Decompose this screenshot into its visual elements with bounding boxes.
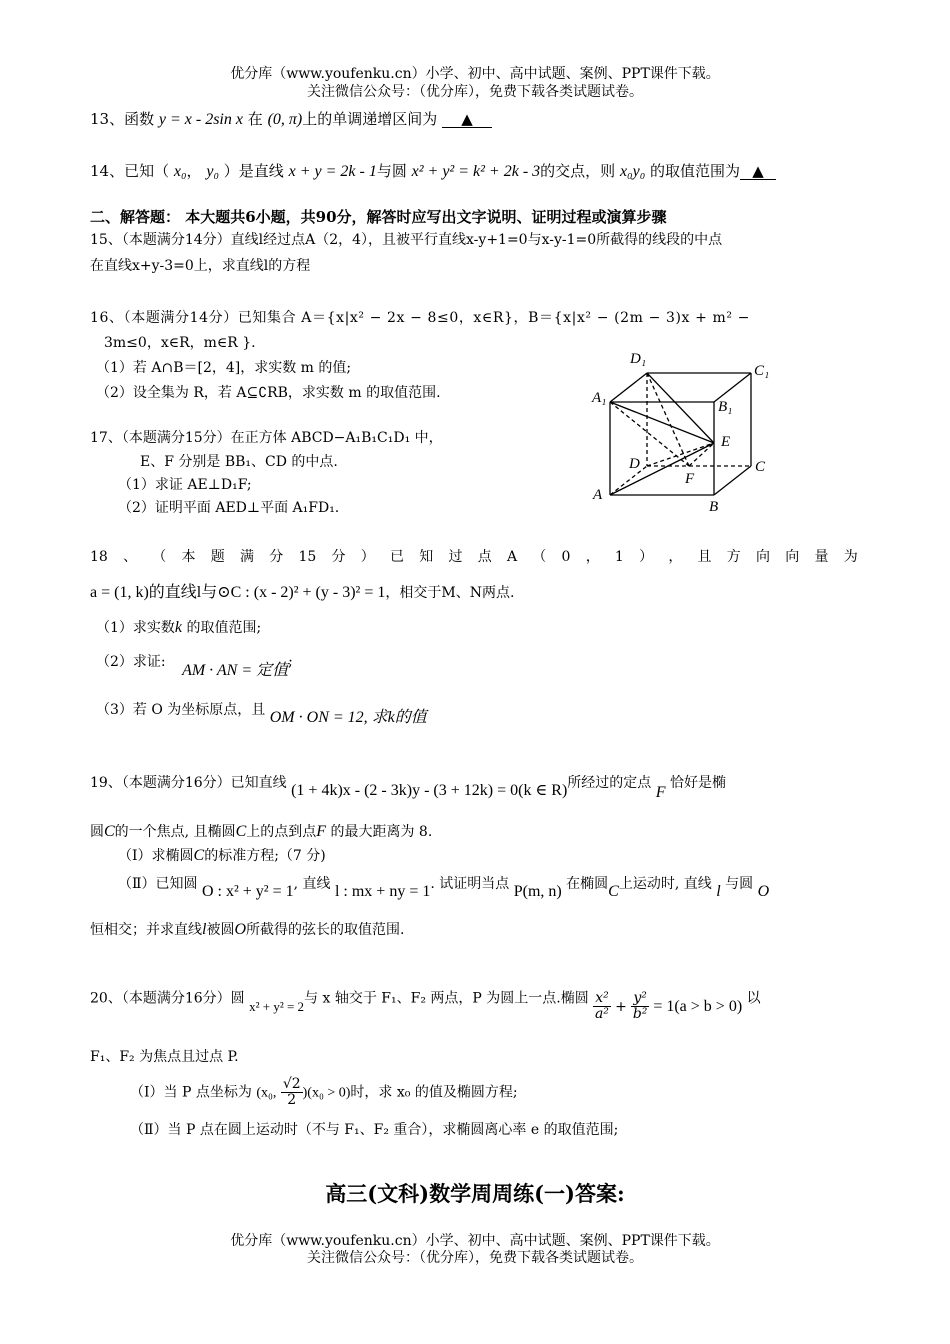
q18-word: 1 — [614, 549, 624, 565]
question-20-part-1: （Ⅰ）当 P 点坐标为 (x₀, $\frac{√2}{2}$ )(x₀ > 0)时，求 x₀ 的值及椭圆方程; — [130, 1076, 518, 1108]
cube-edge — [714, 466, 751, 495]
q18-word: 知 — [419, 549, 434, 565]
question-18-part-3: （3）若 O 为坐标原点，且 OM · ON = 12, 求k的值 — [96, 702, 427, 726]
question-19-part-1: （Ⅰ）求椭圆C的标准方程;（7 分) — [118, 847, 326, 864]
question-13: 13、函数 y = x - 2sin x 在 (0, π)上的单调递增区间为 ▲ — [90, 108, 492, 131]
cube-diagram — [585, 345, 785, 520]
answer-blank: ▲ — [442, 111, 492, 128]
footer-line-1: 优分库（www.youfenku.cn）小学、初中、高中试题、案例、PPT课件下载。 — [230, 1233, 720, 1249]
q18-word: 且 — [697, 549, 712, 565]
q18-word: A — [506, 549, 518, 565]
question-20-line-1: 20、（本题满分16分）圆 x² + y² = 2与 x 轴交于 F₁、F₂ 两点，P 为圆上一点.椭圆 $\frac{\text{x²}}{\text{a²}}$ + $\frac{\text{y²}}{\text{b²}}$ = 1(a > b > 0) 以 — [90, 990, 761, 1022]
label-D: D — [629, 456, 640, 472]
label-B1: B₁ — [718, 399, 733, 415]
label-D1: D₁ — [630, 351, 647, 367]
q18-word: 分 — [331, 549, 346, 565]
q18-word: 18 — [90, 549, 108, 565]
cube-edge — [610, 373, 647, 402]
q18-word: 点 — [477, 549, 492, 565]
question-16-line-2: 3m≤0，x∈R，m∈R }. — [104, 335, 256, 351]
question-15-line-2: 在直线x+y-3=0上，求直线l的方程 — [90, 258, 311, 274]
question-18-line-1 — [90, 546, 858, 568]
segment-A1F — [610, 402, 689, 466]
label-A: A — [593, 487, 603, 503]
section-heading: 二、解答题： 本大题共6小题，共90分，解答时应写出文字说明、证明过程或演算步骤 — [90, 208, 667, 226]
label-C: C — [755, 459, 766, 475]
q18-word: 向 — [785, 549, 800, 565]
label-A1: A₁ — [592, 390, 607, 406]
question-18-part-1: （1）求实数k 的取值范围; — [96, 619, 262, 636]
q18-word: 本 — [181, 549, 196, 565]
q18-word: ） — [360, 549, 375, 565]
q18-word: ， — [668, 549, 683, 565]
cube-edge — [714, 373, 751, 402]
question-20-line-2: F₁、F₂ 为焦点且过点 P. — [90, 1049, 239, 1065]
question-17-line-1: 17、（本题满分15分）在正方体 ABCD−A₁B₁C₁D₁ 中， — [90, 430, 443, 446]
q18-word: 过 — [448, 549, 463, 565]
q18-word: 量 — [814, 549, 829, 565]
q18-word: ， — [585, 549, 600, 565]
q18-word: 方 — [726, 549, 741, 565]
fraction-sqrt2-2: $\frac{√2}{2}$ — [282, 1076, 301, 1108]
question-16-part-2: （2）设全集为 R，若 A⊆∁RB，求实数 m 的取值范围. — [96, 385, 441, 401]
question-17-part-2: （2）证明平面 AED⊥平面 A₁FD₁. — [118, 500, 340, 516]
fraction-y2-b2: $\frac{\text{y²}}{\text{b²}}$ — [632, 990, 648, 1022]
q18-word: 已 — [390, 549, 404, 565]
question-18-part-2: （2）求证: AM · AN = 定值; — [96, 654, 293, 679]
question-19-part-2: （Ⅱ）已知圆 O : x² + y² = 1, 直线 l : mx + ny = 1. 试证明当点 P(m, n) 在椭圆C上运动时, 直线 l 与圆 O — [118, 876, 770, 900]
q18-word: （ — [152, 549, 167, 565]
fraction-x2-a2: $\frac{\text{x²}}{\text{a²}}$ — [594, 990, 609, 1022]
question-19-line-2: 圆C的一个焦点, 且椭圆C上的点到点F 的最大距离为 8. — [90, 823, 433, 840]
header-line-1: 优分库（www.youfenku.cn）小学、初中、高中试题、案例、PPT课件下载。 — [230, 66, 720, 82]
question-20-part-2: （Ⅱ）当 P 点在圆上运动时（不与 F₁、F₂ 重合），求椭圆离心率 e 的取值范围; — [130, 1122, 619, 1138]
label-E: E — [721, 434, 731, 450]
question-14: 14、已知（ x₀， y₀ ）是直线 x + y = 2k - 1与圆 x² + y² = k² + 2k - 3的交点，则 x₀y₀ 的取值范围为 ▲ — [90, 160, 776, 183]
question-19-line-1: 19、（本题满分16分）已知直线 (1 + 4k)x - (2 - 3k)y - (3 + 12k) = 0(k ∈ R)所经过的定点 F 恰好是椭 — [90, 775, 726, 801]
question-16-part-1: （1）若 A∩B＝[2，4]，求实数 m 的值; — [96, 360, 352, 376]
question-16-line-1: 16、（本题满分14分）已知集合 A＝{x|x² − 2x − 8≤0，x∈R}，B＝{x|x² − (2m − 3)x + m² − — [90, 310, 750, 326]
q18-word: ） — [639, 549, 654, 565]
q18-word: 向 — [756, 549, 771, 565]
question-15-line-1: 15、（本题满分14分）直线l经过点A（2，4），且被平行直线x-y+1=0与x-y-1=0所截得的线段的中点 — [90, 232, 723, 248]
segment-D1E — [647, 373, 714, 443]
header-line-2: 关注微信公众号：（优分库），免费下载各类试题试卷。 — [307, 84, 643, 100]
segment-FE — [689, 443, 714, 466]
q18-word: 题 — [210, 549, 225, 565]
question-18-line-2: a = (1, k)的直线l与⊙C : (x - 2)² + (y - 3)² = 1，相交于M、N两点. — [90, 584, 515, 601]
question-19-line-4: 恒相交；并求直线l被圆O所截得的弦长的取值范围. — [90, 921, 405, 938]
q18-word: 满 — [240, 549, 254, 565]
label-C1: C₁ — [754, 363, 770, 379]
q18-word: 0 — [561, 549, 571, 565]
question-17-part-1: （1）求证 AE⊥D₁F; — [118, 477, 252, 493]
question-17-line-2: E、F 分别是 BB₁、CD 的中点. — [140, 454, 338, 470]
answer-title: 高三(文科)数学周周练(一)答案: — [325, 1181, 625, 1206]
footer-line-2: 关注微信公众号：（优分库），免费下载各类试题试卷。 — [307, 1250, 643, 1266]
q18-word: （ — [532, 549, 547, 565]
segment-AE — [610, 443, 714, 495]
answer-blank: ▲ — [740, 163, 776, 180]
q18-word: 分 — [269, 549, 284, 565]
q18-word: 15 — [298, 549, 317, 565]
label-B: B — [709, 499, 719, 515]
segment-A1E — [610, 402, 714, 443]
q18-word: 、 — [123, 549, 138, 565]
label-F: F — [685, 471, 695, 487]
q18-word: 为 — [843, 549, 858, 565]
